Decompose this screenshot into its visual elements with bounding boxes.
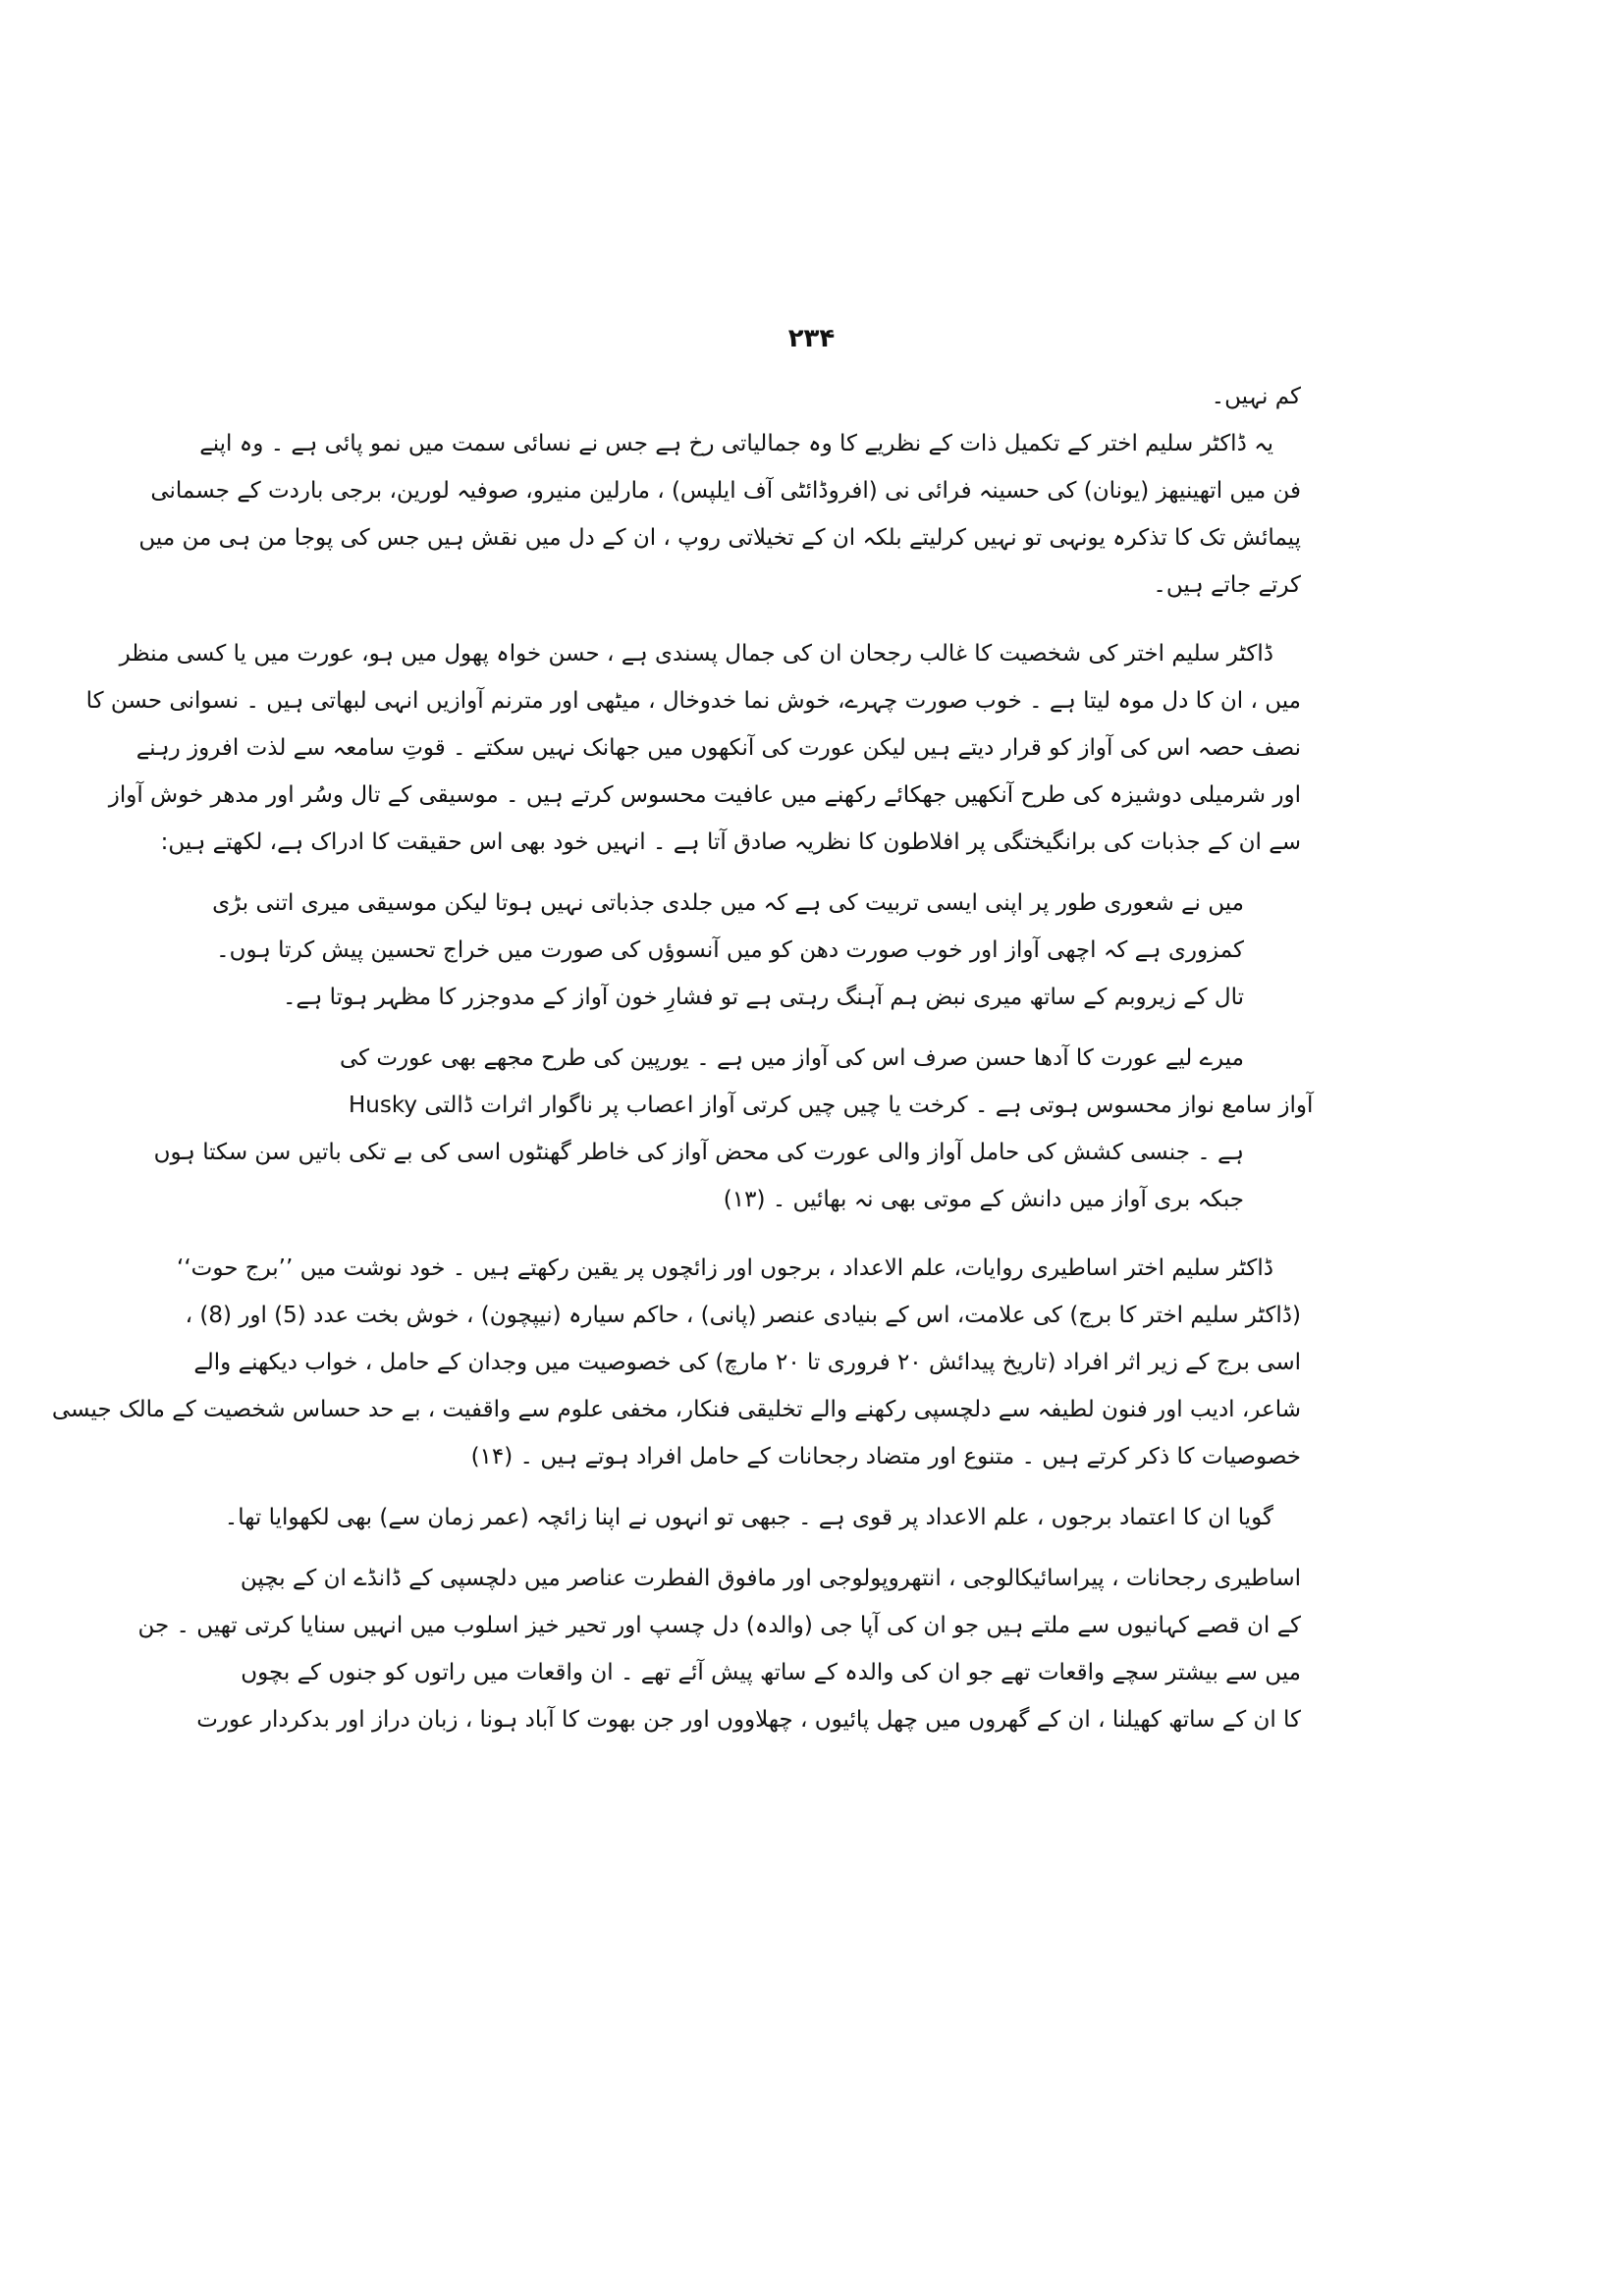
text-line: فن میں اتھینیھز (یونان) کی حسینہ فرائی نی (افروڈائٹی آف ایلپس) ، مارلین منیرو، صوفیہ لورین، برجی باردت کے جسمانی — [150, 478, 1301, 504]
block-quote — [153, 1035, 1314, 1223]
text-line: یہ ڈاکٹر سلیم اختر کے تکمیل ذات کے نظریے کا وہ جمالیاتی رخ ہے جس نے نسائی سمت میں نمو پائی ہے ۔ وہ اپنے — [199, 431, 1273, 456]
paragraph — [51, 1245, 1301, 1480]
text-line: ڈاکٹر سلیم اختر اساطیری روایات، علم الاعداد ، برجوں اور زائچوں پر یقین رکھتے ہیں ۔ خود نوشت میں ’’برج حوت‘‘ — [177, 1255, 1273, 1281]
paragraph — [85, 630, 1301, 866]
quote-line: کمزوری ہے کہ اچھی آواز اور خوب صورت دھن کو میں آنسوؤں کی صورت میں خراج تحسین پیش کرتا ہوں۔ — [216, 937, 1244, 963]
text-line: پیمائش تک کا تذکرہ یونہی تو نہیں کرلیتے بلکہ ان کے تخیلاتی روپ ، ان کے دل میں نقش ہیں جس کی پوجا من ہی من میں — [138, 525, 1301, 551]
paragraph — [138, 420, 1301, 609]
paragraph — [137, 1555, 1301, 1743]
text-line: سے ان کے جذبات کی برانگیختگی پر افلاطون کا نظریہ صادق آتا ہے ۔ انہیں خود بھی اس حقیقت کا ادراک ہے، لکھتے ہیں: — [160, 829, 1301, 855]
quote-line: تال کے زیروبم کے ساتھ میری نبض ہم آہنگ رہتی ہے تو فشارِ خون آواز کے مدوجزر کا مظہر ہوتا ہے۔ — [282, 985, 1244, 1010]
text-line: ڈاکٹر سلیم اختر کی شخصیت کا غالب رجحان ان کی جمال پسندی ہے ، حسن خواہ پھول میں ہو، عورت میں یا کسی منظر — [119, 641, 1273, 667]
text-line: کرتے جاتے ہیں۔ — [1153, 572, 1301, 598]
text-line: خصوصیات کا ذکر کرتے ہیں ۔ متنوع اور متضاد رجحانات کے حامل افراد ہوتے ہیں ۔ (۱۴) — [470, 1444, 1301, 1469]
text-line: میں ، ان کا دل موہ لیتا ہے ۔ خوب صورت چہرے، خوش نما خدوخال ، میٹھی اور مترنم آوازیں انہی لبھاتی ہیں ۔ نسوانی حسن کا — [85, 688, 1301, 714]
text-line: گویا ان کا اعتماد برجوں ، علم الاعداد پر قوی ہے ۔ جبھی تو انہوں نے اپنا زائچہ (عمر زمان سے) بھی لکھوایا تھا۔ — [224, 1505, 1273, 1530]
text-line: نصف حصہ اس کی آواز کو قرار دیتے ہیں لیکن عورت کی آنکھوں میں جھانک نہیں سکتے ۔ قوتِ سامعہ سے لذت افروز رہنے — [135, 735, 1301, 761]
text-line: کم نہیں۔ — [1211, 384, 1301, 409]
paragraph-continuation — [319, 373, 1301, 420]
text-line: کے ان قصے کہانیوں سے ملتے ہیں جو ان کی آپا جی (والدہ) دل چسپ اور تحیر خیز اسلوب میں انہیں سنایا کرتی تھیں ۔ جن — [137, 1613, 1301, 1638]
quote-line: ہے ۔ جنسی کشش کی حامل آواز والی عورت کی محض آواز کی خاطر گھنٹوں اسی کی بے تکی باتیں سن سکتا ہوں — [153, 1140, 1244, 1165]
quote-line: میرے لیے عورت کا آدھا حسن صرف اس کی آواز میں ہے ۔ یورپین کی طرح مجھے بھی عورت کی — [339, 1045, 1244, 1071]
page-number: ۲۳۴ — [787, 324, 836, 353]
quote-line: میں نے شعوری طور پر اپنی ایسی تربیت کی ہے کہ میں جلدی جذباتی نہیں ہوتا لیکن موسیقی میری اتنی بڑی — [212, 890, 1244, 916]
paragraph — [224, 1494, 1301, 1541]
text-line: اساطیری رجحانات ، پیراسائیکالوجی ، انتھروپولوجی اور مافوق الفطرت عناصر میں دلچسپی کے ڈانڈے ان کے بچپن — [240, 1566, 1301, 1591]
quote-line: جبکہ بری آواز میں دانش کے موتی بھی نہ بھائیں ۔ (۱۳) — [723, 1187, 1244, 1212]
text-line: شاعر، ادیب اور فنون لطیفہ سے دلچسپی رکھنے والے تخلیقی فنکار، مخفی علوم سے واقفیت ، بے حد حساس شخصیت کے مالک جیسی — [51, 1397, 1301, 1422]
body-text — [51, 373, 1314, 1743]
quote-line: Husky آواز سامع نواز محسوس ہوتی ہے ۔ کرخت یا چیں چیں کرتی آواز اعصاب پر ناگوار اثرات ڈالتی — [349, 1093, 1314, 1118]
block-quote — [212, 880, 1301, 1021]
text-line: میں سے بیشتر سچے واقعات تھے جو ان کی والدہ کے ساتھ پیش آئے تھے ۔ ان واقعات میں راتوں کو جنوں کے بچوں — [241, 1660, 1301, 1685]
text-line: کا ان کے ساتھ کھیلنا ، ان کے گھروں میں چھل پائیوں ، چھلاووں اور جن بھوت کا آباد ہونا ، زبان دراز اور بدکردار عورت — [196, 1707, 1301, 1733]
text-line: اسی برج کے زیر اثر افراد (تاریخ پیدائش ۲۰ فروری تا ۲۰ مارچ) کی خصوصیت میں وجدان کے حامل ، خواب دیکھنے والے — [193, 1350, 1301, 1375]
text-line: اور شرمیلی دوشیزہ کی طرح آنکھیں جھکائے رکھنے میں عافیت محسوس کرتے ہیں ۔ موسیقی کے تال وسُر اور مدھر خوش آواز — [108, 782, 1301, 808]
text-line: (ڈاکٹر سلیم اختر کا برج) کی علامت، اس کے بنیادی عنصر (پانی) ، حاکم سیارہ (نیپچون) ، خوش بخت عدد (5) اور (8) ، — [185, 1303, 1301, 1328]
